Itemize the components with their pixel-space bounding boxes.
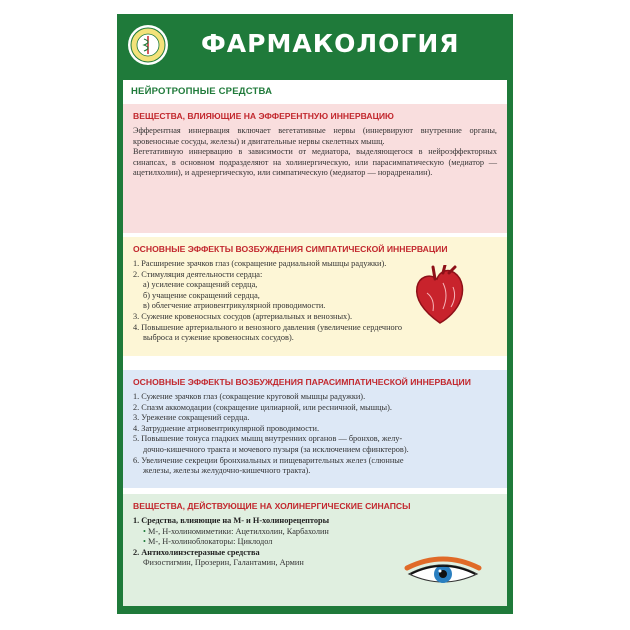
poster	[117, 14, 513, 614]
list-item: 1. Расширение зрачков глаз (сокращение радиальной мышцы радужки).	[133, 259, 387, 268]
list-item: Физостигмин, Прозерин, Галантамин, Армин	[143, 558, 304, 568]
list-item: 1. Сужение зрачков глаз (сокращение круговой мышцы радужки).	[133, 392, 366, 401]
section-efferent	[123, 104, 507, 233]
list-item: М-, Н-холиномиметики: Ацетилхолин, Карбахолин	[147, 526, 329, 536]
list-item: железы, железы желудочно-кишечного тракта).	[143, 466, 311, 476]
bullet-icon: •	[143, 537, 148, 547]
content-panel	[123, 80, 507, 606]
page-title: ФАРМАКОЛОГИЯ	[201, 29, 460, 58]
eye-icon	[403, 554, 483, 590]
section-heading: ВЕЩЕСТВА, ВЛИЯЮЩИЕ НА ЭФФЕРЕНТНУЮ ИННЕРВАЦИЮ	[133, 111, 394, 121]
paragraph: Эфферентная иннервация включает вегетативные нервы (иннервируют внутренние органы, кровеносные сосуды, железы) и двигательные нервы скелетных мышц.	[133, 126, 497, 146]
list-item: а) усиление сокращений сердца,	[143, 280, 258, 290]
subtitle: НЕЙРОТРОПНЫЕ СРЕДСТВА	[131, 86, 273, 97]
bullet-icon: •	[143, 526, 148, 536]
list-item: 2. Стимуляция деятельности сердца:	[133, 269, 263, 279]
list-item: дочно-кишечного тракта и мочевого пузыря (за исключением сфинктеров).	[143, 444, 409, 454]
list-item: 2. Антихолинэстеразные средства	[133, 547, 260, 557]
heart-icon	[413, 265, 467, 325]
section-heading: ОСНОВНЫЕ ЭФФЕКТЫ ВОЗБУЖДЕНИЯ СИМПАТИЧЕСКОЙ ИННЕРВАЦИИ	[133, 244, 448, 254]
list-item: М-, Н-холиноблокаторы: Циклодол	[147, 537, 273, 547]
list-item: 4. Повышение артериального и венозного давления (увеличение сердечного	[133, 322, 403, 332]
paragraph: Вегетативную иннервацию в зависимости от медиатора, выделяющегося в нейроэффекторных синапсах, в основном подразделяют на холинергическую, или парасимпатическую (медиатор — ацетилхолин), и адренергическую, или симпатическую (медиатор — норадреналин).	[133, 147, 497, 178]
section-sympathetic	[123, 237, 507, 356]
list-item: 2. Спазм аккомодации (сокращение цилиарной, или ресничной, мышцы).	[133, 402, 392, 412]
list-item: 6. Увеличение секреции бронхиальных и пищеварительных желез (слюнные	[133, 455, 404, 465]
section-heading: ОСНОВНЫЕ ЭФФЕКТЫ ВОЗБУЖДЕНИЯ ПАРАСИМПАТИЧЕСКОЙ ИННЕРВАЦИИ	[133, 377, 471, 387]
header	[117, 14, 513, 76]
list-item: 1. Средства, влияющие на М- и Н-холинорецепторы	[133, 516, 330, 525]
section-heading: ВЕЩЕСТВА, ДЕЙСТВУЮЩИЕ НА ХОЛИНЕРГИЧЕСКИЕ СИНАПСЫ	[133, 501, 411, 511]
list-item: 3. Сужение кровеносных сосудов (артериальных и венозных).	[133, 311, 353, 321]
section-parasympathetic	[123, 370, 507, 488]
medical-seal-logo	[127, 24, 169, 66]
list-item: 3. Урежение сокращений сердца.	[133, 413, 250, 423]
list-item: 4. Затруднение атриовентрикулярной проводимости.	[133, 423, 320, 433]
list-item: в) облегчение атриовентрикулярной проводимости.	[143, 301, 326, 311]
list-item: б) учащение сокращений сердца,	[143, 290, 260, 300]
section-cholinergic	[123, 494, 507, 606]
list-item: выброса и сужение кровеносных сосудов).	[143, 333, 294, 343]
list-item: 5. Повышение тонуса гладких мышц внутренних органов — бронхов, желу-	[133, 434, 403, 444]
